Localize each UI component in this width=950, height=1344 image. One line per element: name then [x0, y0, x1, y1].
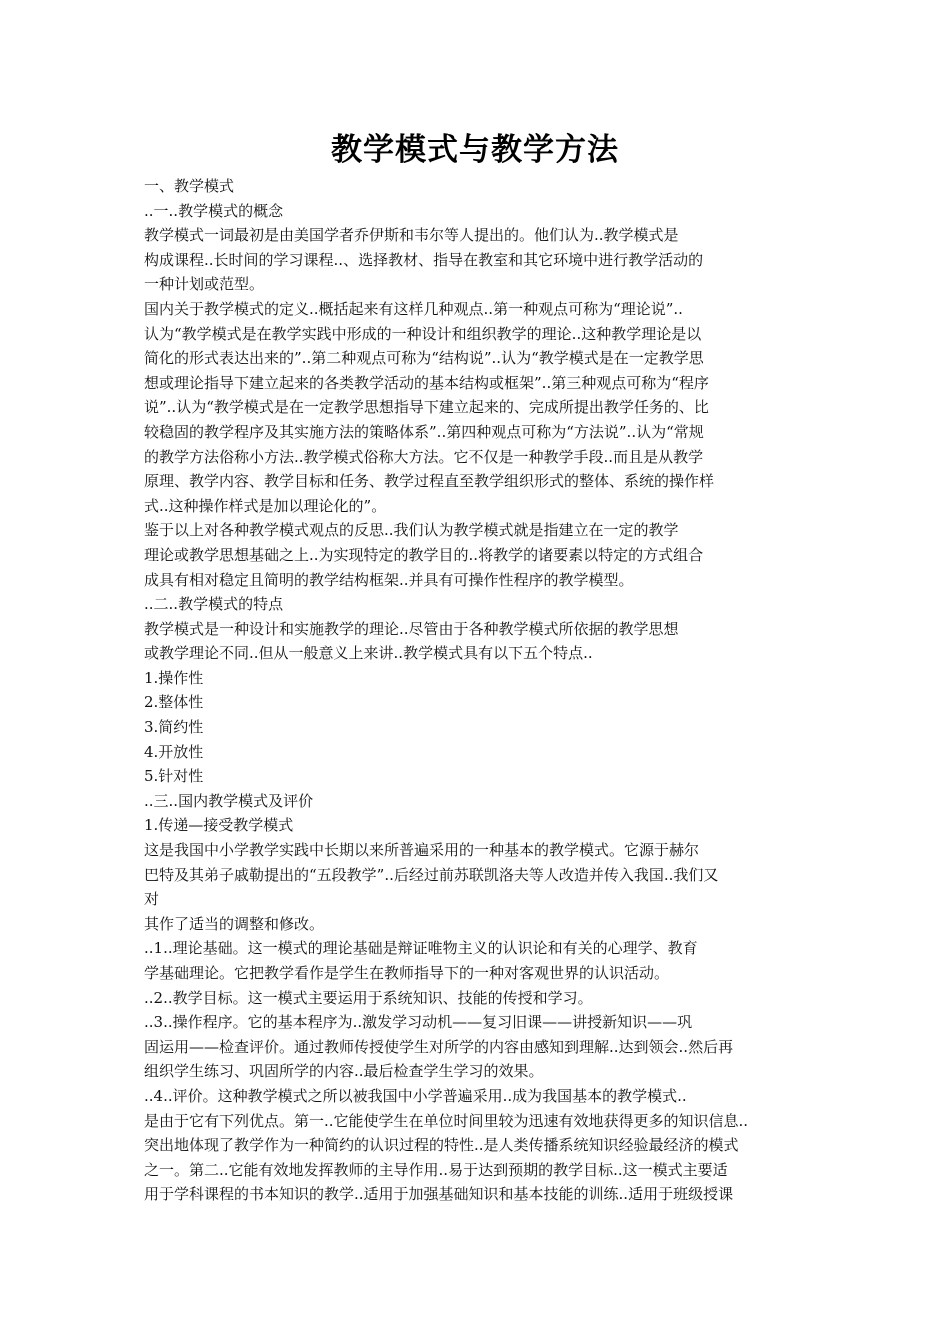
text-line: 固运用——检查评价。通过教师传授使学生对所学的内容由感知到理解..达到领会..然后再	[144, 1037, 734, 1056]
text-line: 是由于它有下列优点。第一..它能使学生在单位时间里较为迅速有效地获得更多的知识信息..	[144, 1111, 749, 1130]
text-line: 式..这种操作样式是加以理论化的”。	[144, 496, 387, 515]
text-line: 3.简约性	[144, 718, 204, 737]
text-line: ..1..理论基础。这一模式的理论基础是辩证唯物主义的认识论和有关的心理学、教育	[144, 939, 698, 958]
text-line: 其作了适当的调整和修改。	[144, 914, 325, 933]
text-line: 1.传递—接受教学模式	[144, 816, 294, 835]
document-title: 教学模式与教学方法	[331, 132, 619, 168]
text-line: 一、教学模式	[144, 177, 235, 195]
text-line: 原理、教学内容、教学目标和任务、教学过程直至教学组织形式的整体、系统的操作样	[144, 472, 715, 491]
text-line: 这是我国中小学教学实践中长期以来所普遍采用的一种基本的教学模式。它源于赫尔	[144, 841, 700, 860]
text-line: 理论或教学思想基础之上..为实现特定的教学目的..将教学的诸要素以特定的方式组合	[144, 545, 704, 564]
text-line: ..2..教学目标。这一模式主要运用于系统知识、技能的传授和学习。	[144, 988, 593, 1007]
text-line: ..4..评价。这种教学模式之所以被我国中小学普遍采用..成为我国基本的教学模式..	[144, 1086, 687, 1105]
text-line: 简化的形式表达出来的”..第二种观点可称为“结构说”..认为“教学模式是在一定教学思	[144, 349, 704, 368]
text-line: 国内关于教学模式的定义..概括起来有这样几种观点..第一种观点可称为“理论说”..	[144, 299, 683, 318]
document-body	[144, 174, 824, 1207]
text-line: 构成课程..长时间的学习课程..、选择教材、指导在教室和其它环境中进行教学活动的	[144, 250, 704, 269]
text-line: 成具有相对稳定且简明的教学结构框架..并具有可操作性程序的教学模型。	[144, 570, 634, 589]
text-line: ..一..教学模式的概念	[144, 201, 284, 220]
text-line: 一种计划或范型。	[144, 275, 265, 294]
text-line: ..三..国内教学模式及评价	[144, 791, 314, 810]
text-line: 用于学科课程的书本知识的教学..适用于加强基础知识和基本技能的训练..适用于班级授课	[144, 1185, 734, 1204]
text-line: 对	[144, 890, 160, 909]
text-line: 突出地体现了教学作为一种简约的认识过程的特性..是人类传播系统知识经验最经济的模式	[144, 1136, 739, 1155]
text-line: 学基础理论。它把教学看作是学生在教师指导下的一种对客观世界的认识活动。	[144, 964, 670, 982]
text-line: 巴特及其弟子戚勒提出的“五段教学”..后经过前苏联凯洛夫等人改造并传入我国..我们又	[144, 865, 719, 884]
text-line: 的教学方法俗称小方法..教学模式俗称大方法。它不仅是一种教学手段..而且是从教学	[144, 447, 704, 466]
text-line: ..二..教学模式的特点	[144, 595, 284, 614]
text-line: 教学模式是一种设计和实施教学的理论..尽管由于各种教学模式所依据的教学思想	[144, 619, 679, 638]
text-line: 说”..认为“教学模式是在一定教学思想指导下建立起来的、完成所提出教学任务的、比	[144, 398, 709, 417]
text-line: 2.整体性	[144, 693, 204, 712]
text-line: 组织学生练习、巩固所学的内容..最后检查学生学习的效果。	[144, 1062, 544, 1081]
text-line: 或教学理论不同..但从一般意义上来讲..教学模式具有以下五个特点..	[144, 644, 593, 663]
text-line: 想或理论指导下建立起来的各类教学活动的基本结构或框架”..第三种观点可称为“程序	[144, 373, 709, 392]
text-line: ..3..操作程序。它的基本程序为..激发学习动机——复习旧课——讲授新知识——巩	[144, 1013, 693, 1032]
text-line: 之一。第二..它能有效地发挥教师的主导作用..易于达到预期的教学目标..这一模式主要适	[144, 1160, 728, 1179]
text-line: 5.针对性	[144, 767, 204, 786]
text-line: 鉴于以上对各种教学模式观点的反思..我们认为教学模式就是指建立在一定的教学	[144, 521, 679, 540]
text-line: 认为“教学模式是在教学实践中形成的一种设计和组织教学的理论..这种教学理论是以	[144, 324, 702, 343]
text-line: 教学模式一词最初是由美国学者乔伊斯和韦尔等人提出的。他们认为..教学模式是	[144, 226, 679, 245]
text-line: 1.操作性	[144, 668, 204, 687]
text-line: 4.开放性	[144, 742, 204, 761]
text-line: 较稳固的教学程序及其实施方法的策略体系”..第四种观点可称为“方法说”..认为“常规	[144, 422, 704, 441]
